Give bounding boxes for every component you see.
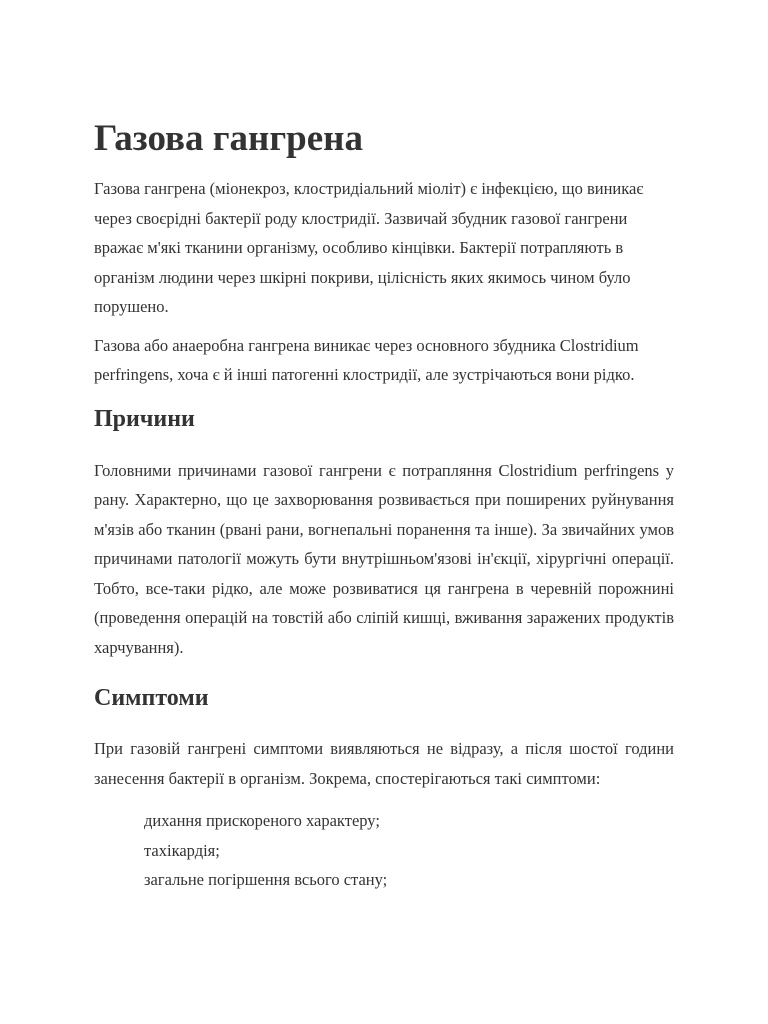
causes-heading: Причини — [94, 405, 195, 432]
list-item: загальне погіршення всього стану; — [144, 870, 388, 889]
symptoms-heading: Симптоми — [94, 685, 209, 711]
symptoms-list — [94, 806, 674, 895]
intro-paragraph-1: Газова гангрена (міонекроз, клостридіальний міоліт) є інфекцією, що виникає через своєрідні бактерії роду клостридії. Зазвичай збудник газової гангрени вражає м'які тканини організму, особливо кінцівки. Бактерії потрапляють в організм людини через шкірні покриви, цілісність яких якимось чином було порушено. — [94, 179, 644, 316]
list-item: тахікардія; — [144, 840, 220, 860]
causes-paragraph: Головними причинами газової гангрени є потрапляння Clostridium perfringens у рану. Характерно, що це захворювання розвивається при поширених руйнування м'язів або тканин (рвані рани, вогнепальні поранення та інше). За звичайних умов причинами патології можуть бути внутрішньом'язові ін'єкції, хірургічні операції. Тобто, все-таки рідко, але може розвиватися ця гангрена в черевній порожнині (проведення операцій на товстій або сліпій кишці, вживання заражених продуктів харчування). — [94, 460, 674, 657]
intro-paragraph-2: Газова або анаеробна гангрена виникає через основного збудника Clostridium perfringens, хоча є й інші патогенні клостридії, але зустрічаються вони рідко. — [94, 335, 639, 384]
page-title: Газова гангрена — [94, 118, 363, 159]
document-page — [94, 112, 674, 895]
list-item: дихання прискореного характеру; — [144, 811, 380, 830]
symptoms-intro-paragraph: При газовій гангрені симптоми виявляються не відразу, а після шостої години занесення бактерії в організм. Зокрема, спостерігаються такі симптоми: — [94, 739, 674, 788]
